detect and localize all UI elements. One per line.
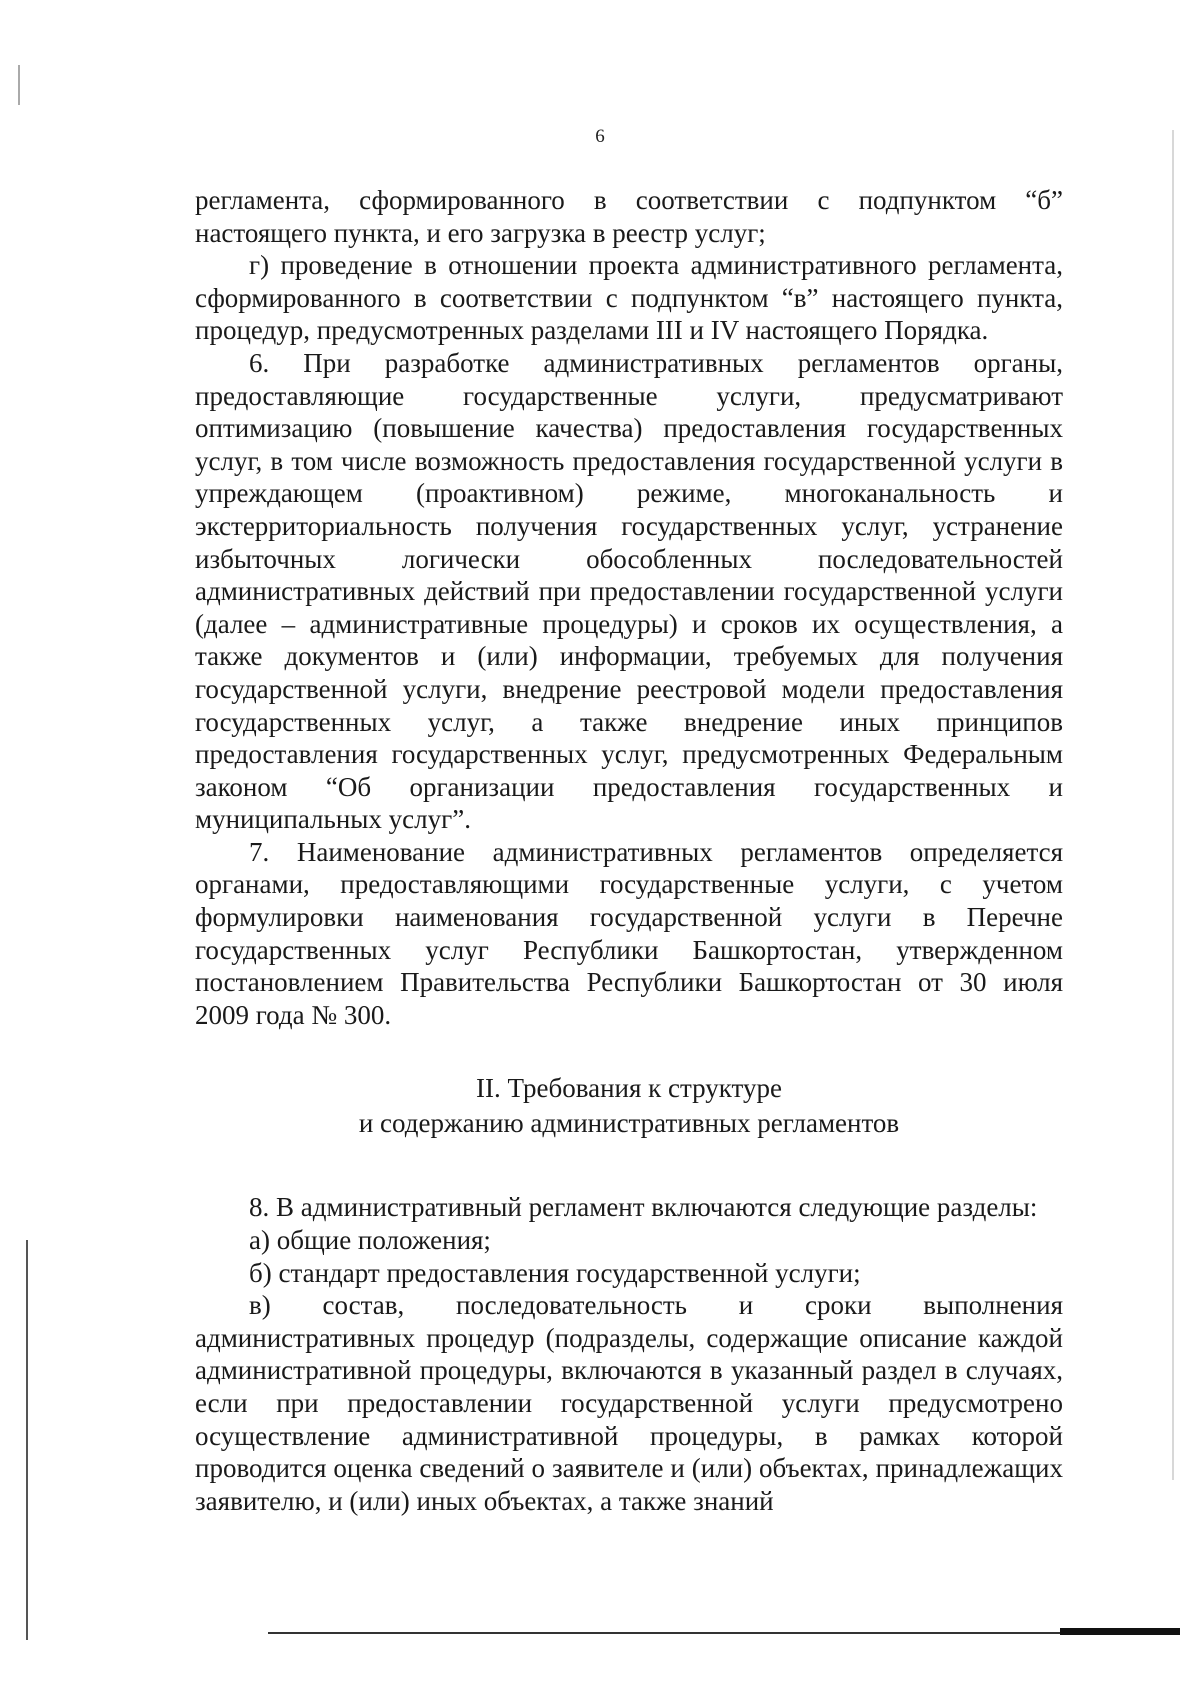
paragraphs-after-heading <box>195 1191 1063 1517</box>
section-heading-line-2: и содержанию административных регламентов <box>358 1108 900 1139</box>
paragraph: б) стандарт предоставления государственной услуги; <box>249 1257 861 1288</box>
section-heading-line-1: II. Требования к структуре <box>476 1073 782 1104</box>
bottom-rule-heavy <box>1060 1628 1180 1635</box>
bottom-rule <box>268 1632 1180 1634</box>
section-heading <box>195 1071 1063 1141</box>
scan-artifact-mark <box>18 65 20 105</box>
paragraph: 8. В административный регламент включаются следующие разделы: <box>249 1192 1038 1223</box>
paragraphs-before-heading <box>195 184 1063 1031</box>
document-body <box>195 184 1063 1517</box>
paragraph: а) общие положения; <box>249 1225 491 1256</box>
paragraph: 7. Наименование административных регламентов определяется органами, предоставляющими государственные услуги, с учетом формулировки наименования государственной услуги в Перечне государственных услуг Республики Башкортостан, утвержденном постановлением Правительства Республики Башкортостан от 30 июля 2009 года № 300. <box>195 836 1063 1030</box>
scan-artifact-right-edge <box>1172 130 1174 1480</box>
paragraph: 6. При разработке административных регламентов органы, предоставляющие государственные услуги, предусматривают оптимизацию (повышение качества) предоставления государственных услуг, в том числе возможность предоставления государственной услуги в упреждающем (проактивном) режиме, многоканальность и экстерриториальность получения государственных услуг, устранение избыточных логически обособленных последовательностей административных действий при предоставлении государственной услуги (далее – административные процедуры) и сроков их осуществления, а также документов и (или) информации, требуемых для получения государственной услуги, внедрение реестровой модели предоставления государственных услуг, а также внедрение иных принципов предоставления государственных услуг, предусмотренных Федеральным законом “Об организации предоставления государственных и муниципальных услуг”. <box>195 347 1063 835</box>
paragraph: регламента, сформированного в соответствии с подпунктом “б” настоящего пункта, и его загрузка в реестр услуг; <box>195 185 1063 248</box>
page-number: 6 <box>595 126 605 147</box>
scan-artifact-left-edge <box>26 1240 28 1640</box>
paragraph: в) состав, последовательность и сроки выполнения административных процедур (подразделы, содержащие описание каждой административной процедуры, включаются в указанный раздел в случаях, если при предоставлении государственной услуги предусмотрено осуществление административной процедуры, в рамках которой проводится оценка сведений о заявителе и (или) объектах, принадлежащих заявителю, и (или) иных объектах, а также знаний <box>195 1290 1063 1516</box>
paragraph: г) проведение в отношении проекта административного регламента, сформированного в соответствии с подпунктом “в” настоящего пункта, процедур, предусмотренных разделами III и IV настоящего Порядка. <box>195 250 1063 346</box>
